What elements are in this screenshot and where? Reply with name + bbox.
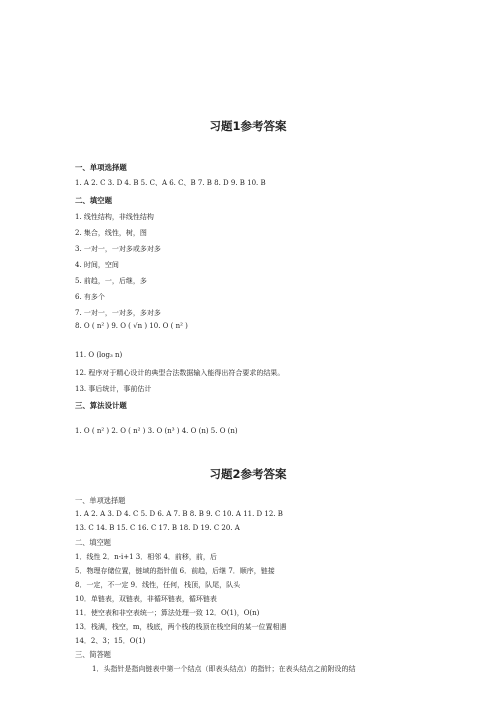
fill-answer-1: 1. 线性结构，非线性结构 <box>75 213 154 221</box>
section1-title: 习题1参考答案 <box>209 119 287 133</box>
section2-heading-short-answer: 三、简答题 <box>75 650 111 659</box>
fill-answer-4: 4. 时间，空间 <box>75 261 119 269</box>
section2-fill-line-5: 11．使空表和非空表统一；算法处理一致 12．O(1)，O(n) <box>75 609 260 617</box>
section2-fill-line-2: 5．物理存储位置，链域的指针值 6．前趋，后继 7．顺序，链接 <box>75 567 275 575</box>
fill-answer-8-10: 8. O ( n² ) 9. O ( √n ) 10. O ( n² ) <box>75 322 188 330</box>
fill-answer-6: 6. 有多个 <box>75 293 105 301</box>
fill-answer-12: 12. 程序对于精心设计的典型合法数据输入能得出符合要求的结果。 <box>75 369 285 377</box>
fill-answer-5: 5. 前趋，一，后继，多 <box>75 277 147 285</box>
fill-answer-7: 7. 一对一，一对多，多对多 <box>75 309 161 317</box>
section2-fill-line-1: 1．线性 2．n-i+1 3．相邻 4．前移，前，后 <box>75 553 217 561</box>
section2-short-answer-1: 1．头指针是指向链表中第一个结点（即表头结点）的指针；在表头结点之前附设的结 <box>92 665 356 673</box>
fill-answer-3: 3. 一对一，一对多或多对多 <box>75 245 161 253</box>
section2-fill-line-7: 14．2、3；15．O(1) <box>75 637 146 645</box>
section2-choice-answers-row1: 1. A 2. A 3. D 4. C 5. D 6. A 7. B 8. B 9. C 10. A 11. D 12. B <box>75 510 283 518</box>
section2-fill-line-6: 13．栈满，栈空，m，栈底，两个栈的栈顶在栈空间的某一位置相遇 <box>75 623 287 631</box>
section2-fill-line-4: 10．单链表，双链表，非循环链表，循环链表 <box>75 595 217 603</box>
section1-choice-answers: 1. A 2. C 3. D 4. B 5. C、A 6. C、B 7. B 8. D 9. B 10. B <box>75 179 266 187</box>
section2-heading-choice: 一、单项选择题 <box>75 496 126 505</box>
fill-answer-13: 13. 事后统计，事前估计 <box>75 385 152 393</box>
section1-design-answers: 1. O ( n² ) 2. O ( n² ) 3. O (n³ ) 4. O (n) 5. O (n) <box>75 427 238 435</box>
fill-answer-11: 11. O (log₃ n) <box>75 351 123 359</box>
section2-fill-line-3: 8．一定，不一定 9．线性，任何，栈顶，队尾，队头 <box>75 581 241 589</box>
section2-choice-answers-row2: 13. C 14. B 15. C 16. C 17. B 18. D 19. C 20. A <box>75 524 240 532</box>
section1-heading-choice: 一、单项选择题 <box>75 163 127 172</box>
section1-heading-design: 三、算法设计题 <box>75 401 127 410</box>
section2-title: 习题2参考答案 <box>209 467 287 481</box>
section1-heading-fill: 二、填空题 <box>75 196 112 205</box>
section2-heading-fill: 二、填空题 <box>75 538 111 547</box>
fill-answer-2: 2. 集合，线性，树，图 <box>75 229 147 237</box>
